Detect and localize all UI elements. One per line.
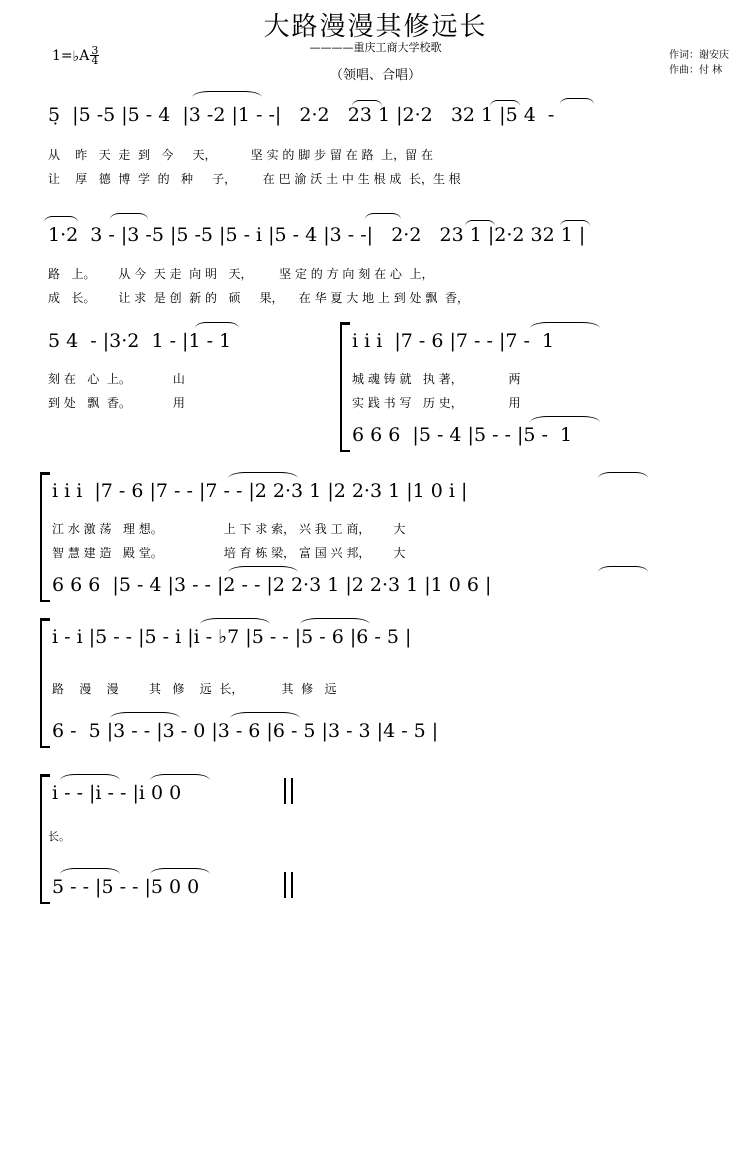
slur [150,868,210,881]
key-signature [52,46,99,65]
composer: 作曲：付 林 [669,65,723,76]
slur [465,220,495,233]
slur [490,100,520,113]
slur [560,220,590,233]
system-2-lyric-verse1: 路 上。 从 今 天 走 向 明 天， 坚 定 的 方 向 刻 在 心 上， [48,267,434,281]
system-2-lyric-verse2: 成 长。 让 求 是 创 新 的 硕 果， 在 华 夏 大 地 上 到 处 飘 香， [48,291,469,305]
system-1-melody: 5̣ |5 -5 |5 - 4 |3 -2 |1 - -| 2·2 23 1 |2·2 32 1 |5 4 - [48,104,555,126]
key-name: A [79,48,90,64]
slur [228,472,298,485]
slur [44,216,78,229]
system-3-lyric-right-verse2: 实 践 书 写 历 史， 用 [352,396,521,410]
system-4-melody-alto: 6 6 6 |5 - 4 |3 - - |2 - - |2 2·3 1 |2 2·3 1 |1 0 6 | [52,574,492,596]
slur [598,566,648,579]
system-5-melody-soprano: i - i |5 - - |5 - i |i - ♭7 |5 - - |5 - 6 |6 - 5 | [52,626,412,648]
slur [60,774,120,787]
system-3-lyric-right-verse1: 城 魂 铸 就 执 著， 两 [352,372,521,386]
slur [530,322,600,335]
system-4-melody-soprano: i i i |7 - 6 |7 - - |7 - - |2 2·3 1 |2 2·3 1 |1 0 i | [52,480,468,502]
system-3-melody-alto: 6 6 6 |5 - 4 |5 - - |5 - 1 [352,424,573,446]
time-num: 3 [91,44,99,57]
system-6-melody-soprano: i - - |i - - |i 0 0 [52,782,182,804]
slur [300,618,370,631]
key-label: 1= [52,48,73,64]
slur [228,566,298,579]
subtitle: ————重庆工商大学校歌 [309,41,442,54]
slur [365,213,401,226]
system-1-lyric-verse2: 让 厚 德 博 学 的 种 子， 在 巴 渝 沃 土 中 生 根 成 长，生 根 [48,172,461,186]
system-4-brace [40,472,42,602]
time-den: 4 [91,54,99,67]
performance-note: （领唱、合唱） [329,68,421,83]
time-signature [90,46,99,65]
system-6-brace [40,774,42,904]
final-barline-alto [284,872,293,898]
system-3-lyric-left-verse2: 到 处 飘 香。 用 [48,396,185,410]
system-3-melody-soprano: i i i |7 - 6 |7 - - |7 - 1 [352,330,555,352]
system-1-lyric-verse1: 从 昨 天 走 到 今 天， 坚 实 的 脚 步 留 在 路 上，留 在 [48,148,433,162]
slur [230,712,300,725]
slur [110,213,148,226]
slur [110,712,180,725]
system-4-lyric-verse1: 江 水 激 荡 理 想。 上 下 求 索， 兴 我 工 商， 大 [52,522,406,536]
credits [669,48,729,78]
lyricist: 作词：谢安庆 [669,50,729,61]
slur [598,472,648,485]
system-2-melody: 1·2 3 - |3 -5 |5 -5 |5 - i |5 - 4 |3 - -| 2·2 23 1 |2·2 32 1 | [48,224,586,246]
page-title: 大路漫漫其修远长 [263,12,488,42]
slur [195,322,239,335]
slur [200,618,270,631]
slur [60,868,120,881]
slur [560,98,594,111]
slur [192,91,262,104]
system-5-lyric-verse1: 路 漫 漫 其 修 远 长， 其 修 远 [52,682,337,696]
system-5-melody-alto: 6 - 5 |3 - - |3 - 0 |3 - 6 |6 - 5 |3 - 3 |4 - 5 | [52,720,439,742]
system-6-lyric-verse1: 长。 [48,830,70,843]
system-6-melody-alto: 5 - - |5 - - |5 0 0 [52,876,200,898]
system-3-brace [340,322,342,452]
system-5-brace [40,618,42,748]
system-3-melody-left: 5 4 - |3·2 1 - |1 - 1 [48,330,232,352]
flat-icon: ♭ [72,49,80,65]
slur [530,416,600,429]
system-4-lyric-verse2: 智 慧 建 造 殿 堂。 培 育 栋 梁， 富 国 兴 邦， 大 [52,546,406,560]
slur [150,774,210,787]
final-barline-soprano [284,778,293,804]
system-3-lyric-left-verse1: 刻 在 心 上。 山 [48,372,185,386]
slur [352,100,382,113]
